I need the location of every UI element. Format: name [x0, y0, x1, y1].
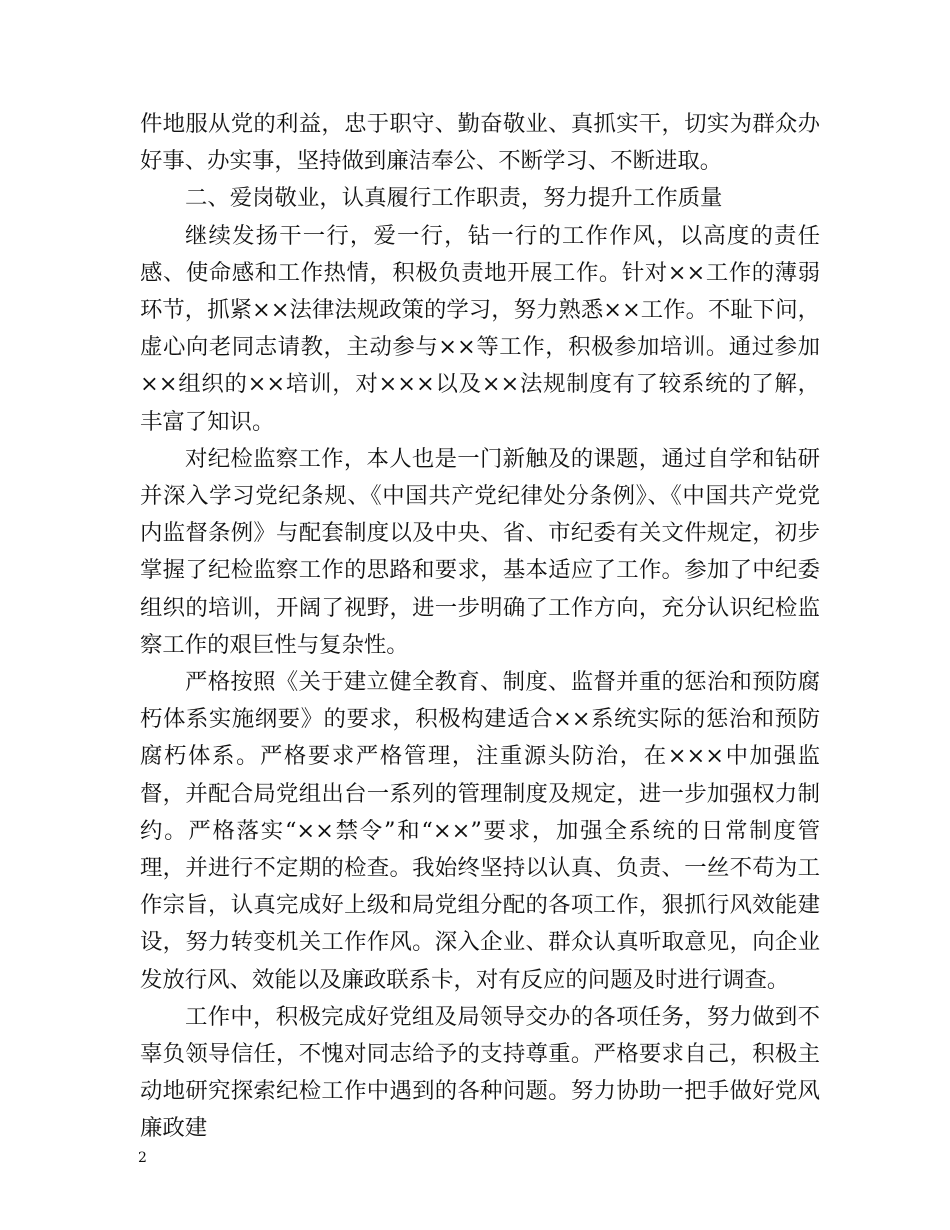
section-heading: 二、爱岗敬业，认真履行工作职责，努力提升工作质量	[185, 185, 723, 212]
document-body	[140, 106, 820, 1148]
paragraph-work-tasks: 工作中，积极完成好党组及局领导交办的各项任务，努力做到不辜负领导信任，不愧对同志给予的支持尊重。严格要求自己，积极主动地研究探索纪检工作中遇到的各种问题。努力协助一把手做好党风廉政建	[140, 1003, 820, 1142]
paragraph-work-style: 继续发扬干一行，爱一行，钻一行的工作作风，以高度的责任感、使命感和工作热情，积极负责地开展工作。针对××工作的薄弱环节，抓紧××法律法规政策的学习，努力熟悉××工作。不耻下问，虚心向老同志请教，主动参与××等工作，积极参加培训。通过参加××组织的××培训，对×××以及××法规制度有了较系统的了解，丰富了知识。	[140, 222, 820, 435]
paragraph-continuation: 件地服从党的利益，忠于职守、勤奋敬业、真抓实干，切实为群众办好事、办实事，坚持做到廉洁奉公、不断学习、不断进取。	[140, 111, 820, 175]
paragraph-anti-corruption-system: 严格按照《关于建立健全教育、制度、监督并重的惩治和预防腐朽体系实施纲要》的要求，积极构建适合××系统实际的惩治和预防腐朽体系。严格要求严格管理，注重源头防治，在×××中加强监督，并配合局党组出台一系列的管理制度及规定，进一步加强权力制约。严格落实“××禁令”和“××”要求，加强全系统的日常制度管理，并进行不定期的检查。我始终坚持以认真、负责、一丝不苟为工作宗旨，认真完成好上级和局党组分配的各项工作，狠抓行风效能建设，努力转变机关工作作风。深入企业、群众认真听取意见，向企业发放行风、效能以及廉政联系卡，对有反应的问题及时进行调查。	[140, 669, 820, 993]
page-number: 2	[138, 1150, 147, 1166]
paragraph-discipline-inspection: 对纪检监察工作，本人也是一门新触及的课题，通过自学和钻研并深入学习党纪条规、《中国共产党纪律处分条例》、《中国共产党党内监督条例》与配套制度以及中央、省、市纪委有关文件规定，初步掌握了纪检监察工作的思路和要求，基本适应了工作。参加了中纪委组织的培训，开阔了视野，进一步明确了工作方向，充分认识纪检监察工作的艰巨性与复杂性。	[140, 445, 820, 658]
